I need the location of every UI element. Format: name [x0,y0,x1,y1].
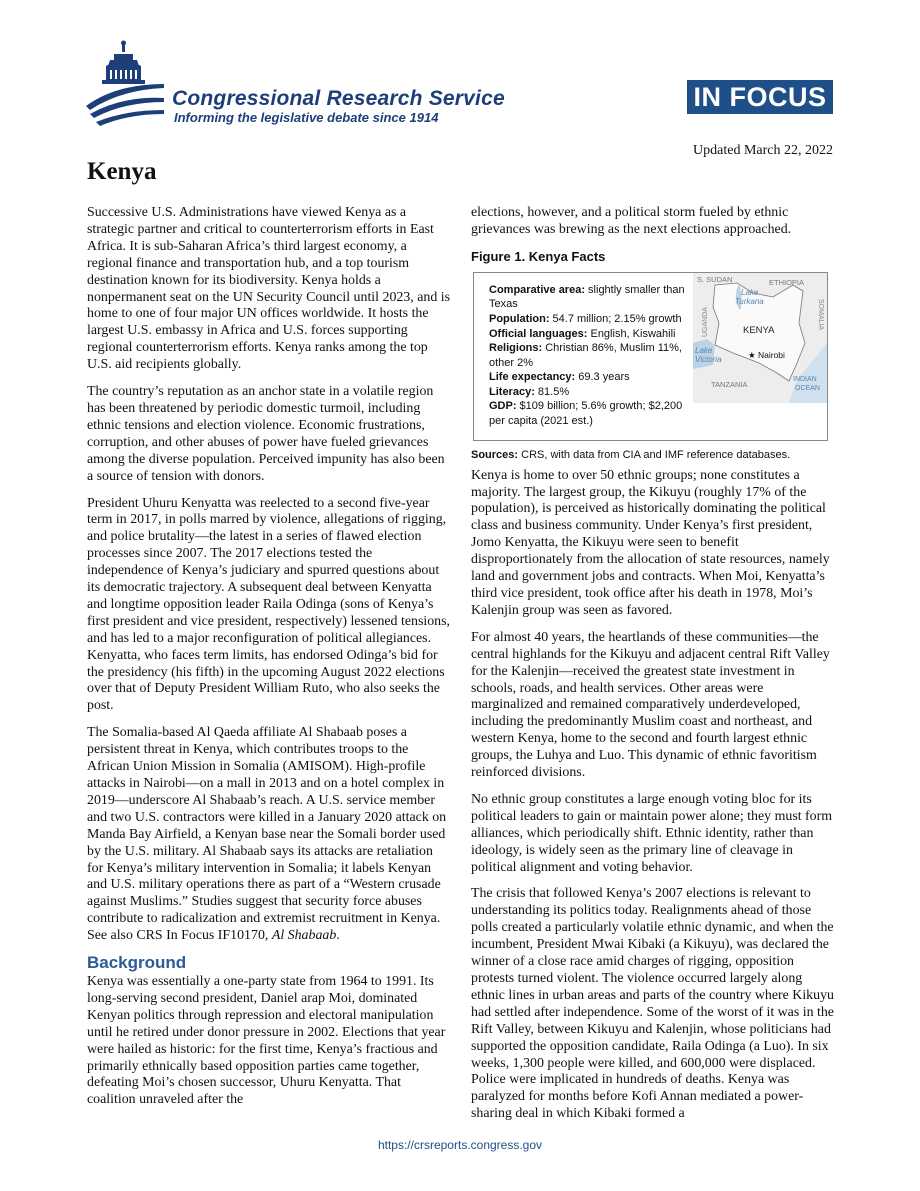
fact-label: Comparative area: [489,283,585,296]
paragraph-end: . [336,928,340,944]
map-label-uganda: UGANDA [702,306,709,337]
publication-title: Al Shabaab [271,928,337,944]
footer-link[interactable]: https://crsreports.congress.gov [377,1138,543,1152]
fact-item [489,341,694,370]
fact-value: 69.3 years [575,371,630,384]
map-label-indian-ocean: OCEAN [795,384,820,392]
fact-label: Population: [489,312,550,325]
org-name: Congressional Research Service [172,87,505,110]
map-label-nairobi: ★ Nairobi [748,349,785,360]
fact-item [489,385,694,400]
paragraph: Kenya was essentially a one-party state from 1964 to 1991. Its long-serving second president, Daniel arap Moi, dominated Kenyan politics through repression and electoral manipulation until he retired under donor pressure in 2002. Elections that year were hailed as historic: for the first time, Kenya’s fractious and primarily ethnically based opposition parties came together, defeating Moi’s chosen successor, Uhuru Kenyatta. That coalition unraveled after the [87,973,446,1108]
fact-item [489,399,694,428]
fact-value: slightly smaller than Texas [489,283,685,311]
paragraph: No ethnic group constitutes a large enough voting bloc for its political leaders to gain or maintain power alone; they must form alliances, which periodically shift. Ethnic identity, rather than ideology, is widely seen as the primary line of cleavage in political alignment and voting behavior. [471,791,833,875]
fact-label: Religions: [489,342,543,355]
paragraph: elections, however, and a political storm fueled by ethnic grievances was brewing as the next elections approached. [471,205,792,237]
fact-value: Christian 86%, Muslim 11%, other 2% [489,342,682,369]
paragraph: For almost 40 years, the heartlands of these communities—the central highlands for the Kikuyu and adjacent central Rift Valley for the Kalenjin—received the greatest state investment in schools, roads, and health services. Other areas were marginalized and remained comparatively underdeveloped, including the predominantly Muslim coast and northeast, and western Kenya, home to the second and fourth largest ethnic groups, the Luhya and Luo. This dynamic of ethnic favoritism reinforced divisions. [471,629,830,781]
map-label-kenya: KENYA [743,324,775,336]
map-label-somalia: SOMALIA [817,298,824,330]
fact-item [489,370,694,385]
fact-item [489,312,694,327]
map-label-tanzania: TANZANIA [711,379,748,389]
capitol-dome-logo [84,40,166,130]
map-label-ethiopia: ETHIOPIA [769,277,805,287]
page-title: Kenya [87,158,157,185]
paragraph: Successive U.S. Administrations have viewed Kenya as a strategic partner and critical to counterterrorism efforts in East Africa. It is sub-Saharan Africa’s third largest economy, a regional finance and transportation hub, and a top tourism destination known for its biodiversity. Kenya holds a nonpermanent seat on the UN Security Council until 2023, and is home to one of four major UN offices worldwide. It hosts the largest U.S. embassy in Africa and U.S. forces supporting regional counterterrorism efforts. Kenya ranks among the top U.S. aid recipients globally. [87,205,451,373]
map-label-lake-turkana: Lake [741,287,759,297]
org-tagline: Informing the legislative debate since 1914 [174,110,439,125]
paragraph [87,725,451,945]
figure-source [471,447,835,464]
facts-list [489,283,694,429]
figure-box [473,272,828,441]
map-label-s-sudan: S. SUDAN [697,274,733,284]
map-label-lake-victoria: Lake [695,345,713,355]
source-label: Sources: [471,448,519,461]
paragraph: President Uhuru Kenyatta was reelected to a second five-year term in 2017, in polls marred by violence, allegations of rigging, and police brutality—the latest in a series of flawed election processes since 2007. The 2017 elections tested the independence of Kenya’s judiciary and spurred questions about its democratic trajectory. A subsequent deal between Kenyatta and longtime opposition leader Raila Odinga (sons of Kenya’s first president and vice president, respectively) lessened tensions, and has led to a major reconfiguration of political allegiances. Kenyatta, who faces term limits, has endorsed Odinga’s bid for the presidency (his fifth) in the upcoming August 2022 elections over that of Deputy President William Ruto, who also seeks the post. [87,495,450,714]
fact-label: Official languages: [489,327,588,340]
section-heading: Background [87,953,187,973]
figure-title: Figure 1. Kenya Facts [471,248,606,264]
fact-value: 81.5% [534,385,570,398]
paragraph-text: The Somalia-based Al Qaeda affiliate Al Shabaab poses a persistent threat in Kenya, which contributes troops to the African Union Mission in Somalia (AMISOM). High-profile attacks in Nairobi—on a mall in 2013 and on a hotel complex in 2019—underscore Al Shabaab’s reach. A U.S. service member and two U.S. contractors were killed in a January 2020 attack on Manda Bay Airfield, a Kenyan base near the Somali border used by the U.S. military. Al Shabaab says its attacks are retaliation for Kenya’s military intervention in Somalia; it labels Kenyan and U.S. military operations there as part of a “Western crusade against Muslims.” Studies suggest that security force abuses contribute to radicalization and extremist recruitment in Kenya. See also CRS In Focus IF10170, [87,725,447,944]
left-column [87,205,451,1119]
fact-item [489,327,694,342]
source-text: CRS, with data from CIA and IMF reference databases. [518,448,791,461]
fact-value: 54.7 million; 2.15% growth [549,312,682,325]
fact-value: $109 billion; 5.6% growth; $2,200 per capita (2021 est.) [489,400,683,428]
map-label-lake-turkana: Turkana [735,296,764,306]
fact-label: GDP: [489,400,517,413]
fact-item [489,283,694,312]
paragraph: The country’s reputation as an anchor state in a volatile region has been threatened by periodic domestic turmoil, including ethnic tensions and election violence. Economic frustrations, corruption, and other abuses of power have fueled grievances among the diverse population. Perceived impunity has also been a source of tension with donors. [87,384,445,484]
paragraph: Kenya is home to over 50 ethnic groups; none constitutes a majority. The largest group, the Kikuyu (roughly 17% of the population), is perceived as historically dominating the political class and business community. Under Kenya’s first president, Jomo Kenyatta, the Kikuyu were seen to benefit disproportionately from the allocation of state resources, namely land and government jobs and contracts. When Moi, Kenyatta’s third vice president, took office after his death in 1978, Moi’s Kalenjin group was seen as favored. [471,467,830,618]
kenya-map [693,273,827,403]
updated-date: Updated March 22, 2022 [693,143,833,158]
fact-label: Literacy: [489,385,535,398]
right-column [471,205,835,1133]
fact-label: Life expectancy: [489,371,576,384]
map-label-lake-victoria: Victoria [695,354,722,364]
paragraph: The crisis that followed Kenya’s 2007 elections is relevant to understanding its politics today. Realignments ahead of those polls created a particularly volatile ethnic dynamic, and when the incumbent, President Mwai Kibaki (a Kikuyu), was declared the winner of a close race amid charges of rigging, opposition protests turned violent. The violence occurred largely along ethnic lines in urban areas and parts of the country where Kikuyu had settled after independence. Some of the worst of it was in the Rift Valley, between Kikuyu and Kalenjin, whose politicians had supported the opposition candidate, Raila Odinga (a Luo). In six weeks, 1,300 people were killed, and 600,000 were displaced. Police were implicated in hundreds of deaths. Kenya was paralyzed for months before Kofi Annan mediated a power-sharing deal in which Kibaki formed a [471,886,834,1122]
map-label-indian-ocean: INDIAN [793,375,817,383]
in-focus-badge: IN FOCUS [687,80,833,114]
fact-value: English, Kiswahili [587,327,676,340]
